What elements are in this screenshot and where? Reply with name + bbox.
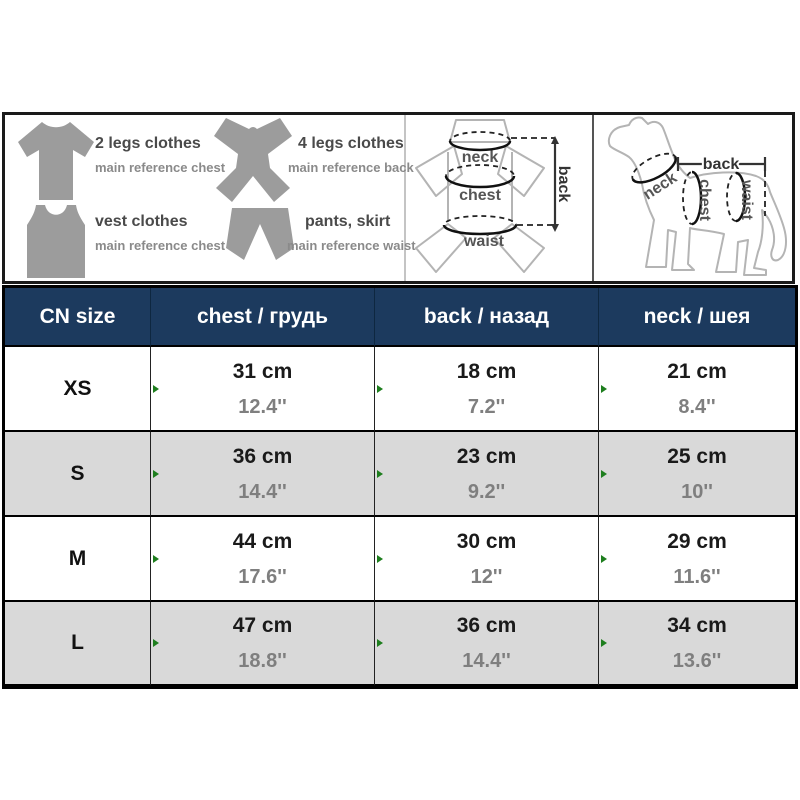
cell-flag-icon (601, 385, 607, 393)
chest-cell (151, 347, 375, 432)
value-inch: 9.2'' (467, 480, 506, 503)
value-cm: 23 cm (456, 444, 517, 468)
value-cm: 18 cm (456, 359, 517, 383)
value-inch: 7.2'' (467, 395, 506, 418)
value-inch: 12'' (470, 565, 503, 588)
value-inch: 14.4'' (238, 480, 287, 503)
cell-flag-icon (601, 470, 607, 478)
garment-back-label: back (555, 165, 572, 203)
legend-title: vest clothes (95, 213, 188, 230)
cell-flag-icon (377, 639, 383, 647)
dog-neck-label: neck (640, 169, 681, 204)
legend-title: pants, skirt (305, 213, 391, 230)
legend-subtitle: main reference chest (95, 160, 226, 175)
value-cm: 47 cm (232, 614, 293, 637)
table-row-size-cell (5, 347, 151, 432)
chest-cell (151, 602, 375, 686)
legend-subtitle: main reference back (288, 160, 414, 175)
value-inch: 18.8'' (238, 650, 287, 672)
value-inch: 12.4'' (238, 395, 287, 418)
column-header-cn-size: CN size (5, 288, 151, 347)
neck-cell (599, 517, 795, 602)
size-label: M (68, 546, 87, 570)
value-cm: 36 cm (456, 614, 517, 637)
value-cm: 30 cm (456, 529, 517, 553)
neck-cell (599, 347, 795, 432)
value-cm: 25 cm (667, 444, 727, 468)
chest-cell (151, 432, 375, 517)
garment-neck-label: neck (461, 149, 499, 166)
dog-back-label: back (702, 156, 740, 173)
column-header-chest: chest / грудь (151, 288, 375, 347)
size-label: XS (63, 376, 92, 400)
value-cm: 31 cm (232, 359, 293, 383)
column-header-neck: neck / шея (599, 288, 795, 347)
value-cm: 44 cm (232, 529, 293, 553)
cell-flag-icon (601, 555, 607, 563)
value-cm: 21 cm (667, 359, 727, 383)
legend-title: 2 legs clothes (95, 135, 201, 152)
dog-waist-label: waist (738, 179, 755, 221)
garment-chest-label: chest (459, 187, 501, 204)
cell-flag-icon (601, 639, 607, 647)
cell-flag-icon (153, 470, 159, 478)
measurement-illustration-panel (2, 112, 795, 284)
value-inch: 10'' (681, 480, 713, 503)
chest-cell (151, 517, 375, 602)
value-inch: 11.6'' (673, 565, 721, 588)
value-cm: 29 cm (667, 529, 727, 553)
legend-title: 4 legs clothes (298, 135, 404, 152)
size-label: L (71, 631, 84, 654)
table-row-size-cell (5, 517, 151, 602)
cell-flag-icon (153, 555, 159, 563)
garment-waist-label: waist (463, 233, 505, 250)
neck-cell (599, 602, 795, 686)
table-row-size-cell (5, 602, 151, 686)
legend-subtitle: main reference chest (95, 238, 226, 253)
cell-flag-icon (377, 385, 383, 393)
dog-chest-label: chest (696, 179, 713, 221)
size-table (2, 285, 798, 689)
back-cell (375, 517, 599, 602)
value-inch: 13.6'' (672, 650, 722, 672)
neck-cell (599, 432, 795, 517)
back-cell (375, 347, 599, 432)
column-header-back: back / назад (375, 288, 599, 347)
cell-flag-icon (153, 385, 159, 393)
vest-clothes-icon (27, 205, 85, 278)
value-inch: 8.4'' (678, 395, 716, 418)
cell-flag-icon (377, 555, 383, 563)
value-inch: 14.4'' (462, 650, 511, 672)
back-cell (375, 602, 599, 686)
value-cm: 36 cm (232, 444, 293, 468)
cell-flag-icon (153, 639, 159, 647)
cell-flag-icon (377, 470, 383, 478)
value-inch: 17.6'' (238, 565, 287, 588)
legend-subtitle: main reference waist (287, 238, 416, 253)
table-row-size-cell (5, 432, 151, 517)
size-label: S (70, 461, 85, 485)
value-cm: 34 cm (667, 614, 727, 637)
back-cell (375, 432, 599, 517)
